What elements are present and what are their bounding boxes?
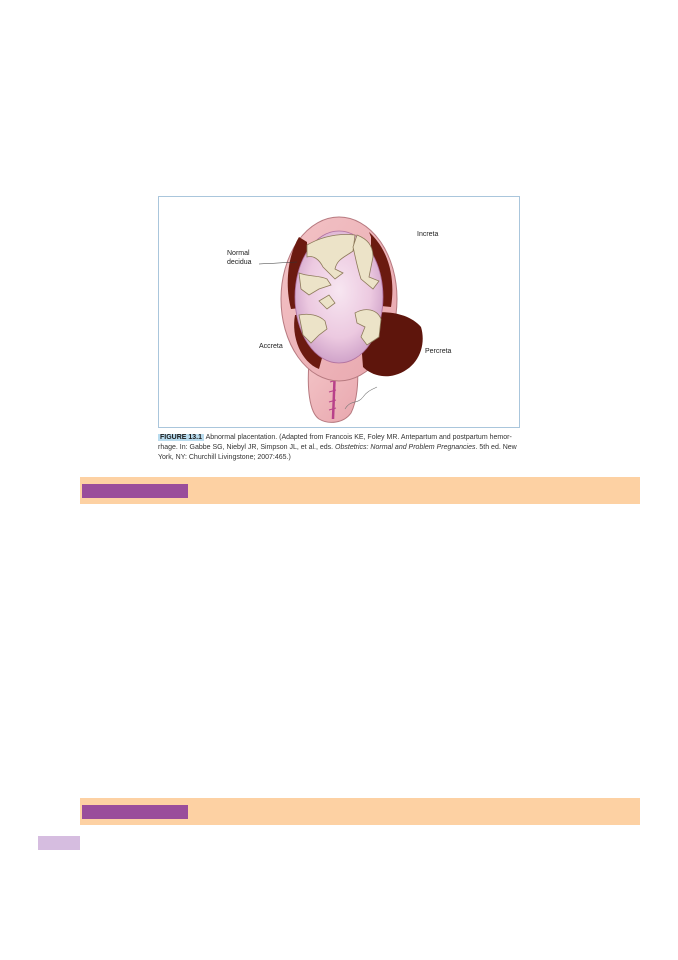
section-header-bar-1 xyxy=(80,477,640,504)
label-normal-decidua-line2: decidua xyxy=(227,259,252,266)
figure-caption xyxy=(158,433,522,463)
label-percreta: Percreta xyxy=(425,348,452,355)
label-increta: Increta xyxy=(417,231,439,238)
label-accreta: Accreta xyxy=(259,343,283,350)
abnormal-placentation-illustration xyxy=(159,197,521,429)
label-normal-decidua-line1: Normal xyxy=(227,250,250,257)
caption-text-2: . 5th ed. New York, NY: Churchill Livingstone; 2007:465.) xyxy=(158,444,517,461)
label-normal-decidua xyxy=(227,249,252,267)
page-edge-tab xyxy=(38,836,80,850)
figure-frame xyxy=(158,196,520,428)
section-header-tab-1 xyxy=(82,484,188,498)
figure-number: FIGURE 13.1 xyxy=(160,434,203,441)
section-header-bar-2 xyxy=(80,798,640,825)
caption-book-title: Obstetrics: Normal and Problem Pregnancies xyxy=(335,444,476,451)
caption-text-1: Abnormal placentation. (Adapted from Francois KE, Foley MR. Antepartum and postpartum hemor-rhage. In: Gabbe SG, Niebyl JR, Simpson JL, et al., eds. xyxy=(158,434,512,451)
section-header-tab-2 xyxy=(82,805,188,819)
